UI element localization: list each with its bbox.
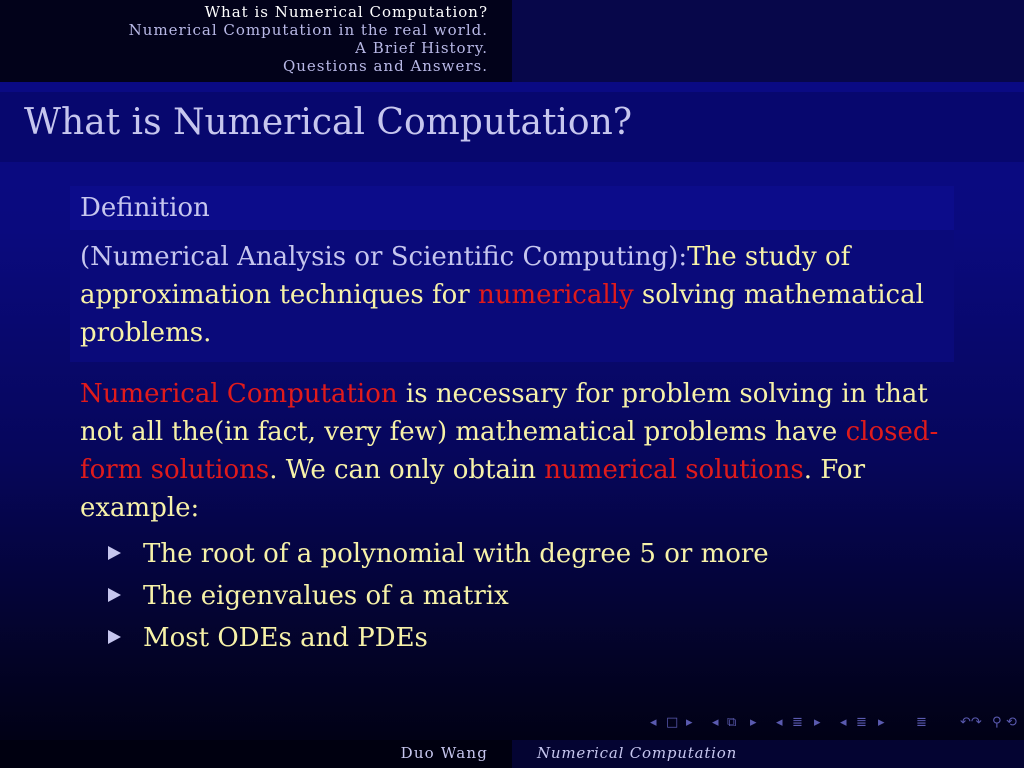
nav-section-what-is[interactable]: What is Numerical Computation? (204, 3, 488, 21)
definition-text-before: The study of approximation techniques for (80, 242, 851, 310)
footer-author-bar (0, 740, 512, 768)
beamer-navigation-controls (0, 715, 1024, 735)
definition-intro: (Numerical Analysis or Scientific Computing): (80, 242, 688, 272)
frame-title: What is Numerical Computation? (24, 102, 633, 143)
paragraph-text-3: . For example: (80, 455, 866, 523)
definition-block (70, 186, 954, 362)
section-icon[interactable]: ≣ (792, 715, 803, 730)
triangle-bullet-icon (108, 588, 121, 602)
highlight-numerical-solutions: numerical solutions (544, 455, 804, 485)
prev-document-icon[interactable]: ◂ (840, 715, 847, 730)
subsection-icon[interactable]: ⧉ (727, 715, 737, 730)
definition-body (70, 230, 954, 362)
toc-icon[interactable]: ≣ (916, 715, 927, 730)
list-item (108, 617, 908, 659)
highlight-numerical-computation: Numerical Computation (80, 379, 398, 409)
nav-section-questions[interactable]: Questions and Answers. (282, 57, 488, 75)
explanation-paragraph (80, 375, 960, 527)
highlight-closed-form: closed-form solutions (80, 417, 939, 485)
author-name: Duo Wang (400, 744, 488, 762)
back-forward-icon[interactable]: ↶↷ (960, 715, 982, 730)
footer-title-bar (512, 740, 1024, 768)
definition-highlight: numerically (478, 280, 634, 310)
triangle-bullet-icon (108, 546, 121, 560)
triangle-bullet-icon (108, 630, 121, 644)
prev-frame-icon[interactable]: ◂ (650, 715, 657, 730)
next-frame-icon[interactable]: ▸ (686, 715, 693, 730)
paragraph-text-2: . We can only obtain (269, 455, 545, 485)
list-item-text: Most ODEs and PDEs (143, 623, 428, 653)
definition-title: Definition (70, 186, 954, 230)
prev-section-icon[interactable]: ◂ (776, 715, 783, 730)
header-bar (0, 0, 1024, 82)
next-document-icon[interactable]: ▸ (878, 715, 885, 730)
next-section-icon[interactable]: ▸ (814, 715, 821, 730)
list-item-text: The eigenvalues of a matrix (143, 581, 509, 611)
nav-section-history[interactable]: A Brief History. (355, 39, 488, 57)
definition-text-after: solving mathematical problems. (80, 280, 924, 348)
document-icon[interactable]: ≣ (856, 715, 867, 730)
list-item-text: The root of a polynomial with degree 5 or more (143, 539, 769, 569)
nav-section-real-world[interactable]: Numerical Computation in the real world. (128, 21, 488, 39)
next-subsection-icon[interactable]: ▸ (750, 715, 757, 730)
frame-icon[interactable]: □ (666, 715, 679, 730)
prev-subsection-icon[interactable]: ◂ (712, 715, 719, 730)
list-item (108, 533, 908, 575)
paragraph-text-1: is necessary for problem solving in that not all the(in fact, very few) mathematical problems have (80, 379, 928, 447)
presentation-short-title: Numerical Computation (537, 744, 738, 762)
search-icon[interactable]: ⚲ (992, 715, 1002, 730)
list-item (108, 575, 908, 617)
example-list (108, 533, 908, 659)
refresh-icon[interactable]: ⟲ (1006, 715, 1017, 730)
section-navigation (0, 0, 512, 82)
frame-title-bar (0, 92, 1024, 162)
